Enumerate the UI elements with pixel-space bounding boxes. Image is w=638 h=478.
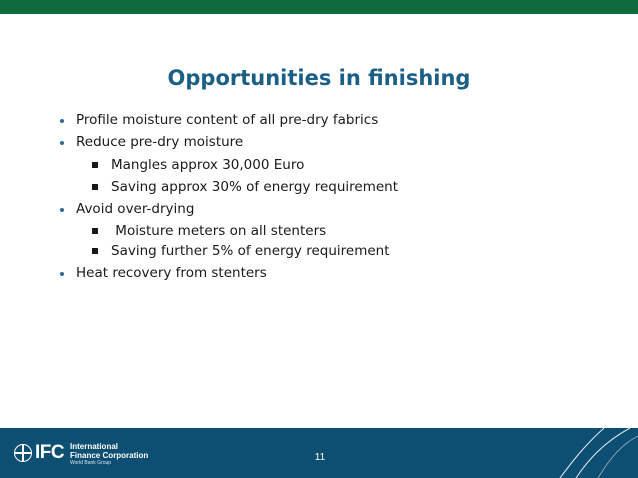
ifc-logo	[14, 442, 154, 464]
top-accent-bar	[0, 0, 638, 14]
logo-text	[70, 442, 148, 466]
bullet-text: Reduce pre-dry moisture	[76, 134, 244, 150]
slide-title: Opportunities in finishing	[167, 66, 471, 90]
bullet-dot-icon	[60, 208, 64, 212]
bullet-text: Mangles approx 30,000 Euro	[111, 157, 305, 173]
slide-footer	[0, 428, 638, 478]
bullet-text: Profile moisture content of all pre-dry fabrics	[76, 112, 379, 128]
bullet-square-icon	[92, 184, 98, 190]
bullet-dot-icon	[60, 272, 64, 276]
bullet-text: Saving further 5% of energy requirement	[111, 243, 390, 259]
logo-line-1: International	[70, 442, 119, 451]
bullet-square-icon	[92, 162, 98, 168]
bullet-square-icon	[92, 248, 98, 254]
bullet-square-icon	[92, 228, 98, 234]
logo-line-2: Finance Corporation	[70, 451, 149, 460]
decorative-swoosh	[558, 428, 638, 478]
page-number: 11	[314, 452, 326, 463]
logo-line-3: World Bank Group	[70, 460, 112, 466]
logo-mark: IFC	[35, 442, 65, 463]
bullet-text: Saving approx 30% of energy requirement	[111, 179, 399, 195]
bullet-text: Moisture meters on all stenters	[111, 223, 327, 239]
bullet-dot-icon	[60, 119, 64, 123]
globe-icon	[14, 444, 32, 462]
bullet-text: Heat recovery from stenters	[76, 265, 267, 281]
bullet-text: Avoid over-drying	[76, 201, 195, 217]
bullet-dot-icon	[60, 141, 64, 145]
